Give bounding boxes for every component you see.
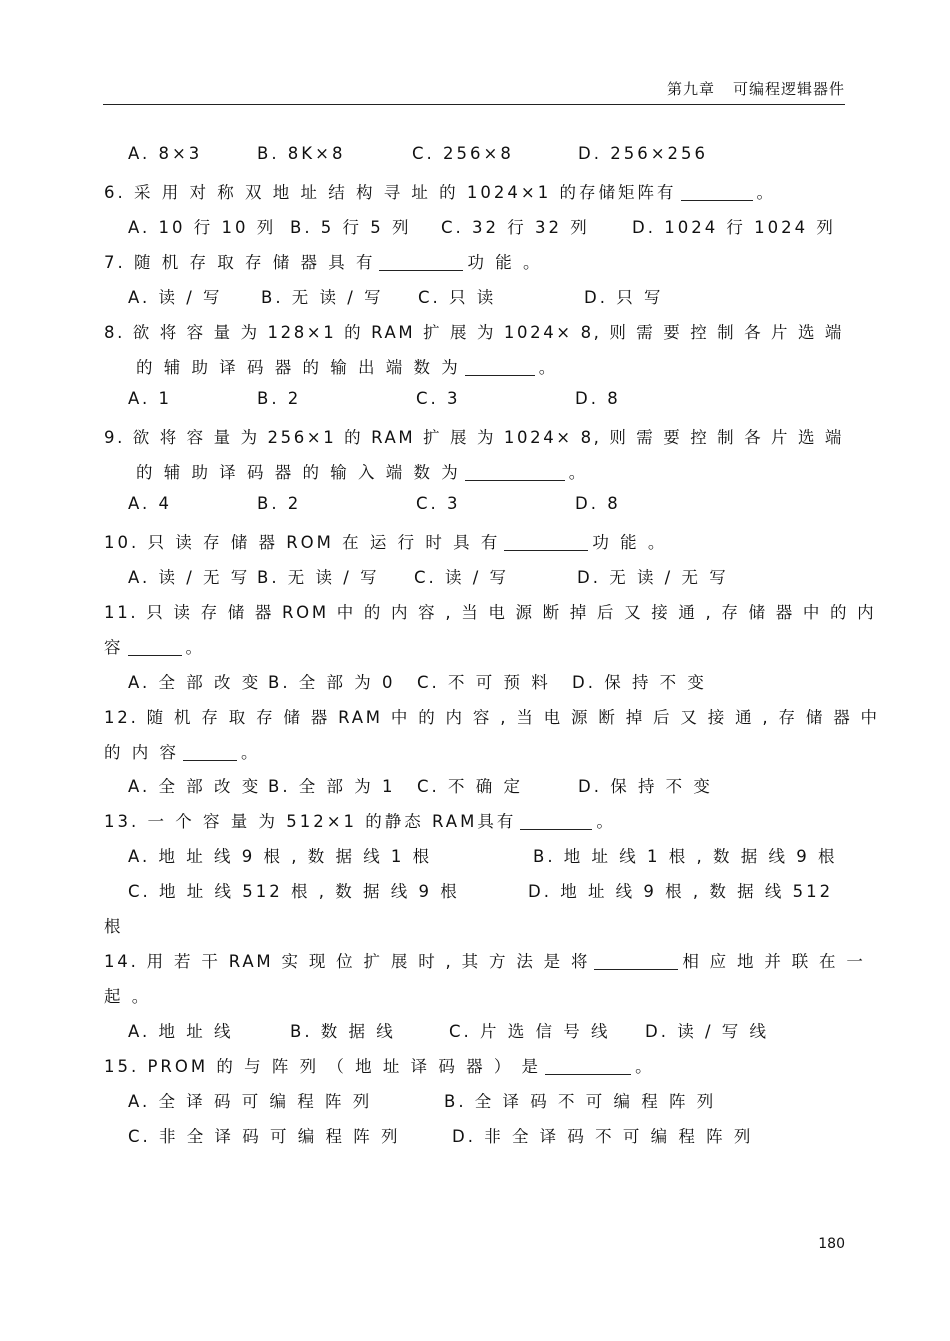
option-q13-d-cont: 根 — [104, 917, 124, 936]
option-q7-c: C. 只 读 — [418, 288, 497, 307]
option-q5-b: B. 8K×8 — [257, 144, 346, 163]
option-q9-a: A. 4 — [128, 494, 172, 513]
option-q12-d: D. 保 持 不 变 — [578, 777, 713, 796]
page-number: 180 — [818, 1236, 845, 1252]
option-q12-b: B. 全 部 为 1 — [268, 777, 396, 796]
chapter-title: 可编程逻辑器件 — [732, 80, 845, 98]
option-q8-a: A. 1 — [128, 389, 172, 408]
option-q9-b: B. 2 — [257, 494, 302, 513]
question-6 — [104, 179, 776, 203]
option-q8-c: C. 3 — [416, 389, 461, 408]
option-q13-d: D. 地 址 线 9 根 , 数 据 线 512 — [528, 882, 834, 901]
option-q6-a: A. 10 行 10 列 — [128, 218, 277, 237]
question-text-end: 。 — [538, 358, 559, 377]
option-q13-a: A. 地 址 线 9 根 , 数 据 线 1 根 — [128, 847, 433, 866]
answer-blank — [504, 532, 588, 551]
question-text: 的 辅 助 译 码 器 的 输 入 端 数 为 — [136, 463, 461, 482]
option-q13-c: C. 地 址 线 512 根 , 数 据 线 9 根 — [128, 882, 460, 901]
question-text: 的 内 容 — [104, 743, 179, 762]
question-8-cont — [136, 354, 558, 378]
question-11: 11. 只 读 存 储 器 ROM 中 的 内 容 , 当 电 源 断 掉 后 又 接 通 , 存 储 器 中 的 内 — [104, 603, 877, 622]
option-q6-b: B. 5 行 5 列 — [290, 218, 412, 237]
question-text-end: 。 — [185, 638, 205, 657]
option-q10-d: D. 无 读 / 无 写 — [577, 568, 729, 587]
answer-blank — [183, 742, 237, 761]
question-14 — [104, 948, 866, 972]
chapter-label: 第九章 — [666, 80, 715, 98]
question-text: 10. 只 读 存 储 器 ROM 在 运 行 时 具 有 — [104, 533, 501, 552]
answer-blank — [465, 357, 535, 376]
question-text-end: 。 — [756, 183, 776, 202]
question-text-end: 功 能 。 — [592, 533, 668, 552]
running-header — [667, 78, 845, 99]
question-text: 14. 用 若 干 RAM 实 现 位 扩 展 时 , 其 方 法 是 将 — [104, 952, 591, 971]
header-rule — [103, 104, 845, 105]
option-q15-c: C. 非 全 译 码 可 编 程 阵 列 — [128, 1127, 401, 1146]
option-q14-a: A. 地 址 线 — [128, 1022, 234, 1041]
option-q5-a: A. 8×3 — [128, 144, 203, 163]
option-q12-c: C. 不 确 定 — [417, 777, 524, 796]
question-text-end: 相 应 地 并 联 在 一 — [682, 952, 866, 971]
question-text-end: 。 — [635, 1057, 655, 1076]
question-15 — [104, 1053, 655, 1077]
question-12-cont — [104, 739, 261, 763]
option-q11-d: D. 保 持 不 变 — [572, 673, 707, 692]
question-text: 15. PROM 的 与 阵 列 （ 地 址 译 码 器 ） 是 — [104, 1057, 542, 1076]
question-text: 的 辅 助 译 码 器 的 输 出 端 数 为 — [136, 358, 461, 377]
option-q10-c: C. 读 / 写 — [414, 568, 510, 587]
option-q10-a: A. 读 / 无 写 — [128, 568, 251, 587]
option-q9-c: C. 3 — [416, 494, 461, 513]
question-text: 7. 随 机 存 取 存 储 器 具 有 — [104, 253, 376, 272]
question-text-end: 。 — [568, 463, 589, 482]
answer-blank — [465, 462, 565, 481]
option-q9-d: D. 8 — [575, 494, 621, 513]
option-q8-b: B. 2 — [257, 389, 302, 408]
answer-blank — [681, 182, 753, 201]
option-q7-d: D. 只 写 — [584, 288, 664, 307]
option-q14-b: B. 数 据 线 — [290, 1022, 396, 1041]
option-q12-a: A. 全 部 改 变 — [128, 777, 262, 796]
option-q10-b: B. 无 读 / 写 — [257, 568, 380, 587]
question-12: 12. 随 机 存 取 存 储 器 RAM 中 的 内 容 , 当 电 源 断 掉 后 又 接 通 , 存 储 器 中 — [104, 708, 880, 727]
question-7 — [104, 249, 542, 273]
question-10 — [104, 529, 667, 553]
option-q13-b: B. 地 址 线 1 根 , 数 据 线 9 根 — [533, 847, 838, 866]
question-text: 6. 采 用 对 称 双 地 址 结 构 寻 址 的 1024×1 的存储矩阵有 — [104, 183, 677, 202]
question-text-end: 功 能 。 — [467, 253, 543, 272]
question-text: 容 — [104, 638, 124, 657]
option-q8-d: D. 8 — [575, 389, 621, 408]
question-11-cont — [104, 634, 205, 658]
option-q11-b: B. 全 部 为 0 — [268, 673, 396, 692]
option-q6-c: C. 32 行 32 列 — [441, 218, 590, 237]
question-13 — [104, 808, 616, 832]
answer-blank — [128, 637, 182, 656]
question-text-end: 。 — [596, 812, 616, 831]
option-q15-d: D. 非 全 译 码 不 可 编 程 阵 列 — [452, 1127, 754, 1146]
option-q15-b: B. 全 译 码 不 可 编 程 阵 列 — [444, 1092, 717, 1111]
option-q14-c: C. 片 选 信 号 线 — [449, 1022, 611, 1041]
question-14-cont: 起 。 — [104, 987, 152, 1006]
option-q11-c: C. 不 可 预 料 — [417, 673, 551, 692]
answer-blank — [520, 811, 592, 830]
answer-blank — [545, 1056, 631, 1075]
option-q6-d: D. 1024 行 1024 列 — [632, 218, 836, 237]
question-9: 9. 欲 将 容 量 为 256×1 的 RAM 扩 展 为 1024× 8, 则 需 要 控 制 各 片 选 端 — [104, 428, 845, 447]
option-q15-a: A. 全 译 码 可 编 程 阵 列 — [128, 1092, 373, 1111]
option-q7-a: A. 读 / 写 — [128, 288, 223, 307]
option-q7-b: B. 无 读 / 写 — [261, 288, 384, 307]
question-text-end: 。 — [241, 743, 261, 762]
answer-blank — [594, 951, 678, 970]
option-q5-c: C. 256×8 — [412, 144, 514, 163]
answer-blank — [379, 252, 463, 271]
option-q5-d: D. 256×256 — [578, 144, 709, 163]
question-8: 8. 欲 将 容 量 为 128×1 的 RAM 扩 展 为 1024× 8, 则 需 要 控 制 各 片 选 端 — [104, 323, 845, 342]
option-q11-a: A. 全 部 改 变 — [128, 673, 262, 692]
question-text: 13. 一 个 容 量 为 512×1 的静态 RAM具有 — [104, 812, 517, 831]
option-q14-d: D. 读 / 写 线 — [645, 1022, 769, 1041]
question-9-cont — [136, 459, 588, 483]
